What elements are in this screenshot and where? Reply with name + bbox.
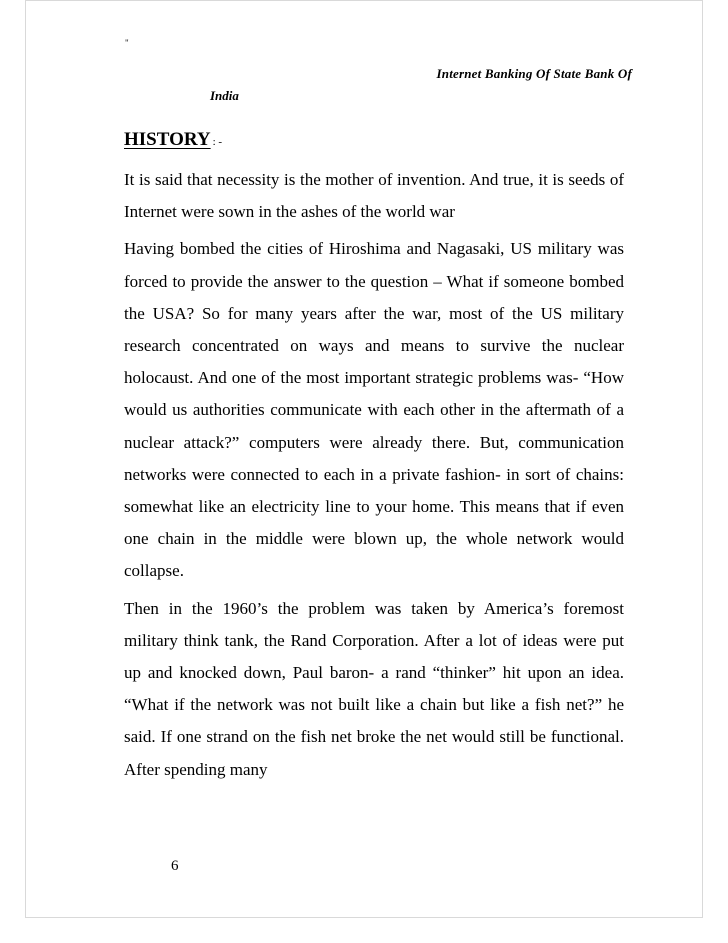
body-text: [124, 164, 624, 791]
running-header-line-2: India: [210, 88, 239, 103]
section-heading: [124, 129, 222, 151]
paragraph-1: It is said that necessity is the mother of invention. And true, it is seeds of Internet were sown in the ashes of the world war: [124, 170, 624, 222]
section-heading-text: HISTORY: [124, 129, 211, 150]
corner-mark: ": [125, 38, 129, 48]
paragraph-3: Then in the 1960’s the problem was taken by America’s foremost military think tank, the Rand Corporation. After a lot of ideas were put up and knocked down, Paul baron- a rand “thinker” hit upon an idea. “What if the network was not built like a chain but like a fish net?” he said. If one strand on the fish net broke the net would still be functional. After spending many: [124, 598, 624, 779]
running-header-line-1: Internet Banking Of State Bank Of: [436, 66, 632, 81]
paragraph-2: Having bombed the cities of Hiroshima and Nagasaki, US military was forced to provide the answer to the question – What if someone bombed the USA? So for many years after the war, most of the US military research concentrated on ways and means to survive the nuclear holocaust. And one of the most important strategic problems was- “How would us authorities communicate with each other in the aftermath of a nuclear attack?” computers were already there. But, communication networks were connected to each in a private fashion- in sort of chains: somewhat like an electricity line to your home. This means that if even one chain in the middle were blown up, the whole network would collapse.: [124, 239, 624, 581]
section-heading-suffix: : -: [212, 136, 223, 148]
page-number: 6: [171, 858, 179, 874]
